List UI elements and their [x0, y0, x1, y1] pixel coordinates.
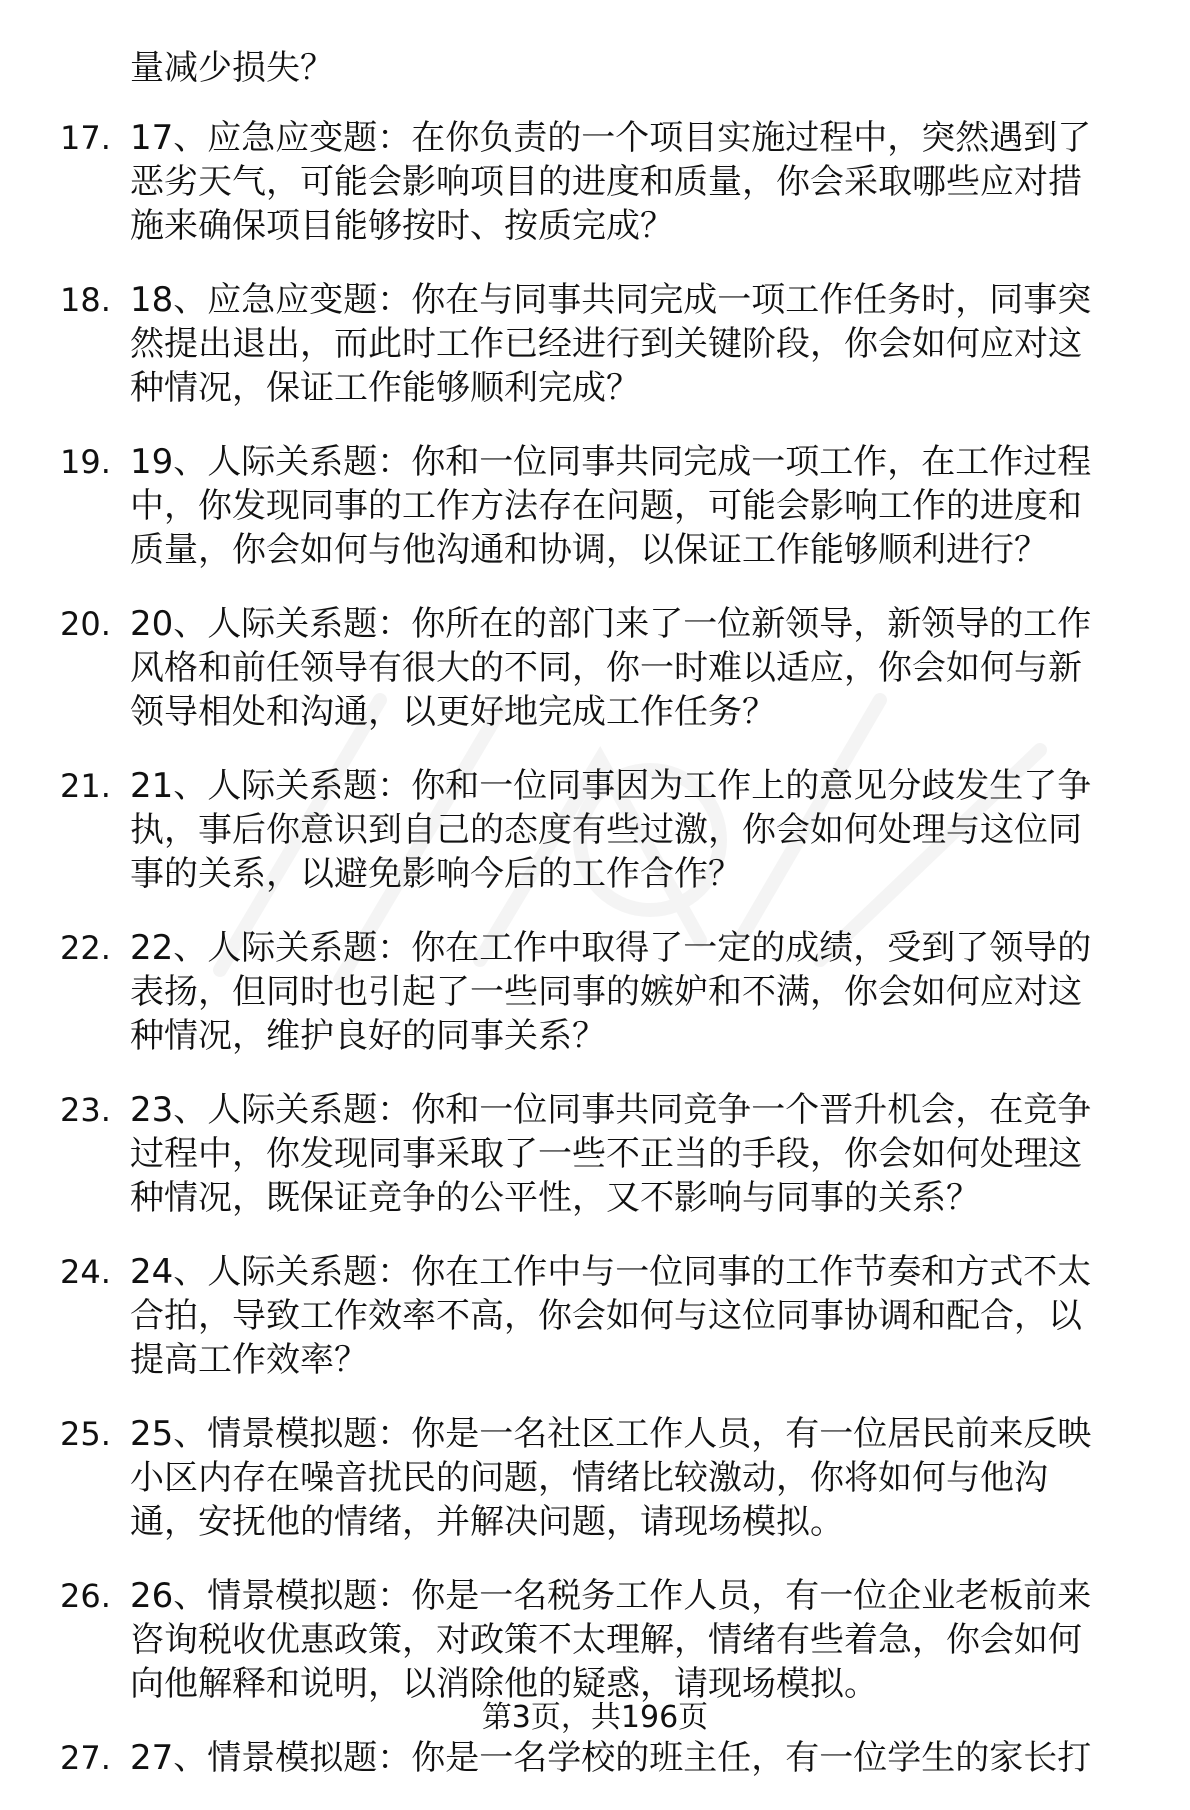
question-text [130, 602, 1150, 734]
question-text [130, 764, 1150, 896]
question-text [130, 1088, 1150, 1220]
question-text [130, 1574, 1150, 1706]
question-number: 25. [60, 1415, 111, 1453]
question-text [130, 1412, 1150, 1544]
question-number: 18. [60, 281, 111, 319]
question-text-line: 种情况，既保证竞争的公平性，又不影响与同事的关系？ [130, 1178, 980, 1218]
page-number-footer: 第3页，共196页 [481, 1700, 709, 1735]
question-text-line: 提高工作效率？ [130, 1340, 368, 1380]
question-text-line: 恶劣天气，可能会影响项目的进度和质量，你会采取哪些应对措 [130, 162, 1082, 202]
question-list [0, 116, 1190, 1780]
question-text-line: 25、情景模拟题：你是一名社区工作人员，有一位居民前来反映 [130, 1414, 1092, 1454]
question-number: 27. [60, 1739, 111, 1777]
question-text-line: 过程中，你发现同事采取了一些不正当的手段，你会如何处理这 [130, 1134, 1082, 1174]
question-text-line: 26、情景模拟题：你是一名税务工作人员，有一位企业老板前来 [130, 1576, 1092, 1616]
question-text-line: 质量，你会如何与他沟通和协调，以保证工作能够顺利进行？ [130, 530, 1048, 570]
question-text-line: 向他解释和说明，以消除他的疑惑，请现场模拟。 [130, 1664, 878, 1704]
question-text-line: 领导相处和沟通，以更好地完成工作任务？ [130, 692, 776, 732]
question-text-line: 通，安抚他的情绪，并解决问题，请现场模拟。 [130, 1502, 844, 1542]
question-text-line: 种情况，维护良好的同事关系？ [130, 1016, 606, 1056]
question-text-line: 27、情景模拟题：你是一名学校的班主任，有一位学生的家长打 [130, 1738, 1092, 1778]
question-text [130, 1736, 1150, 1780]
question-text [130, 1250, 1150, 1382]
question-item [0, 1088, 1190, 1220]
question-item [0, 116, 1190, 248]
question-number: 22. [60, 929, 111, 967]
question-text-line: 风格和前任领导有很大的不同，你一时难以适应，你会如何与新 [130, 648, 1082, 688]
question-text [130, 116, 1150, 248]
question-text [130, 440, 1150, 572]
question-text [130, 278, 1150, 410]
question-number: 24. [60, 1253, 111, 1291]
page-content [0, 46, 1190, 1810]
question-text-line: 20、人际关系题：你所在的部门来了一位新领导，新领导的工作 [130, 604, 1092, 644]
question-item [0, 1412, 1190, 1544]
question-item [0, 926, 1190, 1058]
question-text-line: 24、人际关系题：你在工作中与一位同事的工作节奏和方式不太 [130, 1252, 1092, 1292]
question-number: 17. [60, 119, 111, 157]
question-text [130, 926, 1150, 1058]
question-item [0, 278, 1190, 410]
question-text-line: 中，你发现同事的工作方法存在问题，可能会影响工作的进度和 [130, 486, 1082, 526]
question-item [0, 1736, 1190, 1780]
question-item [0, 1250, 1190, 1382]
question-number: 19. [60, 443, 111, 481]
question-text-line: 执，事后你意识到自己的态度有些过激，你会如何处理与这位同 [130, 810, 1082, 850]
continuation-line: 量减少损失？ [130, 48, 334, 88]
question-text-line: 21、人际关系题：你和一位同事因为工作上的意见分歧发生了争 [130, 766, 1092, 806]
question-text-line: 然提出退出，而此时工作已经进行到关键阶段，你会如何应对这 [130, 324, 1082, 364]
question-text-line: 小区内存在噪音扰民的问题，情绪比较激动，你将如何与他沟 [130, 1458, 1048, 1498]
question-text-line: 22、人际关系题：你在工作中取得了一定的成绩，受到了领导的 [130, 928, 1092, 968]
question-item [0, 602, 1190, 734]
question-number: 21. [60, 767, 111, 805]
question-number: 23. [60, 1091, 111, 1129]
question-text-line: 事的关系，以避免影响今后的工作合作？ [130, 854, 742, 894]
continuation-text [0, 46, 1190, 90]
question-number: 26. [60, 1577, 111, 1615]
question-text-line: 咨询税收优惠政策，对政策不太理解，情绪有些着急，你会如何 [130, 1620, 1082, 1660]
question-text-line: 种情况，保证工作能够顺利完成？ [130, 368, 640, 408]
question-text-line: 表扬，但同时也引起了一些同事的嫉妒和不满，你会如何应对这 [130, 972, 1082, 1012]
question-item [0, 764, 1190, 896]
question-text-line: 19、人际关系题：你和一位同事共同完成一项工作，在工作过程 [130, 442, 1092, 482]
question-text-line: 施来确保项目能够按时、按质完成？ [130, 206, 674, 246]
question-text-line: 17、应急应变题：在你负责的一个项目实施过程中，突然遇到了 [130, 118, 1092, 158]
question-text-line: 23、人际关系题：你和一位同事共同竞争一个晋升机会，在竞争 [130, 1090, 1092, 1130]
question-item [0, 1574, 1190, 1706]
question-text-line: 18、应急应变题：你在与同事共同完成一项工作任务时，同事突 [130, 280, 1092, 320]
question-text-line: 合拍，导致工作效率不高，你会如何与这位同事协调和配合，以 [130, 1296, 1082, 1336]
question-number: 20. [60, 605, 111, 643]
question-item [0, 440, 1190, 572]
